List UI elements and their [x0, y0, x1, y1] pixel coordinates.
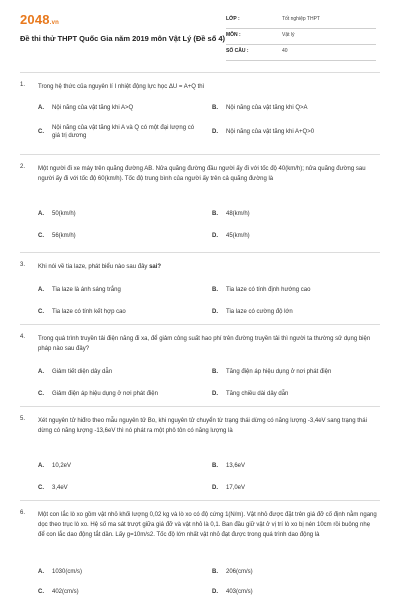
- option-text: 206(cm/s): [226, 569, 253, 575]
- question-text: Một con lắc lò xo gồm vật nhỏ khối lượng 0,02 kg và lò xo có độ cứng 1(N/m). Vật nhỏ được đặt trên giá đỡ cố định nằm ngang dọc theo trục lò xo. Hệ số ma sát trượt giữa giá đỡ và vật nhỏ là 0,1. Ban đầu giữ vật ở vị trí lò xo bị nén 10cm rồi buông nhẹ để con lắc dao động tắt dần. Lấy g=10m/s2. Tốc độ lớn nhất vật nhỏ đạt được trong quá trình dao động là: [38, 512, 377, 538]
- option-text: Nội năng của vật tăng khi A>Q: [52, 105, 134, 111]
- option-letter: C.: [38, 485, 44, 491]
- option-letter: A.: [38, 369, 44, 375]
- option-letter: D.: [212, 589, 218, 595]
- option-letter: B.: [212, 369, 218, 375]
- question-text: Xét nguyên tử hiđro theo mẫu nguyên tử Bo, khi nguyên tử chuyển từ trạng thái dừng có năng lượng -3,4eV sang trạng thái dừng có năng lượng -13,6eV thì nó phát ra một phô tôn có năng lượng là: [38, 418, 367, 434]
- divider: [20, 406, 380, 407]
- option-letter: C.: [38, 129, 44, 135]
- option-text: 403(cm/s): [226, 589, 253, 595]
- option-letter: D.: [212, 233, 218, 239]
- exam-title: Đề thi thử THPT Quốc Gia năm 2019 môn Vật Lý (Đề số 4): [20, 34, 226, 43]
- option-letter: C.: [38, 391, 44, 397]
- option-text: Nội năng của vật tăng khi A và Q có một đại lượng có giá trị dương: [52, 125, 195, 139]
- option-text: Nội năng của vật tăng khi A+Q>0: [226, 129, 315, 135]
- question-text-main: Khi nói về tia laze, phát biểu nào sau đây: [38, 264, 150, 270]
- meta-label: SỐ CÂU :: [226, 48, 249, 54]
- option-letter: B.: [212, 569, 218, 575]
- option-letter: A.: [38, 569, 44, 575]
- option-letter: D.: [212, 309, 218, 315]
- option-letter: D.: [212, 129, 218, 135]
- option-letter: D.: [212, 485, 218, 491]
- option-text: Tia laze là ánh sáng trắng: [52, 287, 121, 293]
- logo-suffix: .vn: [49, 20, 60, 26]
- option-letter: A.: [38, 287, 44, 293]
- meta-value: Tốt nghiệp THPT: [282, 16, 320, 22]
- meta-value: Vật lý: [282, 32, 295, 38]
- option-text: Giảm tiết diện dây dẫn: [52, 369, 113, 375]
- exam-meta: [226, 14, 376, 62]
- option-letter: A.: [38, 211, 44, 217]
- option-text: 13,6eV: [226, 463, 246, 469]
- question-number: 4.: [20, 334, 26, 340]
- page-header: [0, 0, 400, 72]
- option-letter: A.: [38, 105, 44, 111]
- option-text: Tăng điện áp hiệu dụng ở nơi phát điện: [226, 369, 332, 375]
- option-text: Tia laze có tính định hướng cao: [226, 287, 311, 293]
- option-text: 10,2eV: [52, 463, 72, 469]
- meta-value: 40: [282, 48, 288, 54]
- meta-row-count: [226, 46, 376, 61]
- option-text: 1030(cm/s): [52, 569, 83, 575]
- option-letter: C.: [38, 309, 44, 315]
- question-text: Trong quá trình truyền tải điện năng đi xa, để giảm công suất hao phí trên đường truyền tải thì người ta thường sử dụng biện pháp nào sau đây?: [38, 336, 371, 352]
- question-text: Một người đi xe máy trên quãng đường AB. Nửa quãng đường đầu người ấy đi với tốc độ 40(km/h); nửa quãng đường sau người ấy đi với tốc độ 60(km/h). Tốc độ trung bình của người ấy trên cả quãng đường là: [38, 166, 366, 182]
- option-text: Tăng chiều dài dây dẫn: [226, 391, 289, 397]
- logo-main: 2048: [20, 12, 50, 27]
- question-number: 2.: [20, 164, 26, 170]
- option-letter: A.: [38, 463, 44, 469]
- divider: [20, 324, 380, 325]
- divider: [20, 500, 380, 501]
- option-text: Tia laze có tính kết hợp cao: [52, 309, 126, 315]
- option-letter: B.: [212, 211, 218, 217]
- option-letter: C.: [38, 233, 44, 239]
- option-letter: C.: [38, 589, 44, 595]
- option-text: 17,0eV: [226, 485, 246, 491]
- meta-row-class: [226, 14, 376, 29]
- option-letter: D.: [212, 391, 218, 397]
- option-text: Tia laze có cường độ lớn: [226, 309, 293, 315]
- site-logo[interactable]: [20, 12, 59, 27]
- option-text: 45(km/h): [226, 233, 250, 239]
- question-number: 1.: [20, 82, 26, 88]
- divider: [20, 72, 380, 73]
- question-number: 5.: [20, 416, 26, 422]
- meta-label: LỚP :: [226, 16, 240, 22]
- option-text: 3,4eV: [52, 485, 68, 491]
- option-letter: B.: [212, 463, 218, 469]
- option-text: 50(km/h): [52, 211, 76, 217]
- option-text: Nội năng của vật tăng khi Q>A: [226, 105, 308, 111]
- meta-row-subject: [226, 30, 376, 45]
- meta-label: MÔN :: [226, 32, 241, 38]
- option-text: 402(cm/s): [52, 589, 79, 595]
- option-letter: B.: [212, 287, 218, 293]
- option-text: 48(km/h): [226, 211, 250, 217]
- question-text: Trong hệ thức của nguyên lí I nhiệt động lực học ΔU = A+Q thì: [38, 84, 205, 90]
- question-text: [38, 262, 378, 272]
- option-letter: B.: [212, 105, 218, 111]
- divider: [20, 252, 380, 253]
- question-number: 6.: [20, 510, 26, 516]
- divider: [20, 154, 380, 155]
- question-text-emphasis: sai?: [149, 264, 162, 270]
- option-text: 56(km/h): [52, 233, 76, 239]
- option-text: Giảm điện áp hiệu dụng ở nơi phát điện: [52, 391, 158, 397]
- question-number: 3.: [20, 262, 26, 268]
